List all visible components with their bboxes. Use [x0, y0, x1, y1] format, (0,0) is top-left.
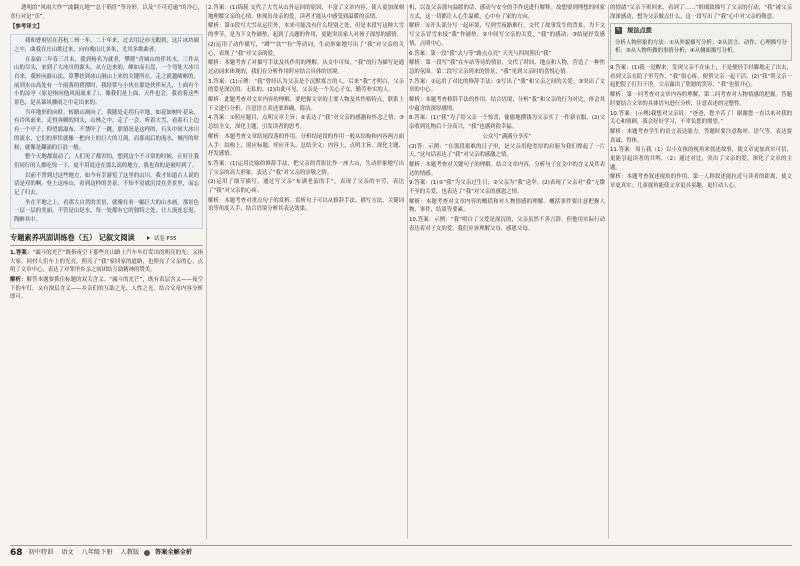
reference-translation [10, 34, 203, 229]
column-4-text [610, 64, 792, 191]
columns [10, 4, 792, 539]
column-divider [206, 4, 207, 539]
paragraph: (2)答：示例：“在那段艰难的日子里，是父亲用他宽厚的肩膀为我们撑起了一片天。”这句话表达了“我”对父亲的感激之情。 [409, 143, 605, 159]
section-heading [10, 233, 203, 246]
paragraph: 解析：①开头部分写一起环境，写到雪夜路难行，交代了故事发生的背景，为下文写父亲冒雪来接“我”作铺垫；②中间写父亲的关爱，“我”的感动；③结尾抒发感情，点明中心。 [409, 23, 605, 47]
paragraph: 的情绪“父亲下班回来，看到了……”则细致描写了父亲的行动，“我”被父亲深深感动，想为父亲做点什么，这一段写出了“我”心中对父亲的敬意。 [610, 5, 792, 20]
translation-paragraph: 以前不曾到过这些地方，如今有幸游览了这里的山川，我才知道古人说的话是对的啊。登上这座山，看到这样的美景，不知不觉就沉浸在美景里，而忘记了归去。 [14, 172, 199, 197]
column-2-text [208, 4, 404, 214]
paragraph: 2.答案：(1)锦簇 交代了大雪从山外运回的原因，丰富了文章内容，使人更加深刻地理解父亲的心情。体现出母亲的爱，读者才能从中感受到温暖的亲情。 [208, 5, 404, 20]
arrow-icon [147, 236, 150, 240]
paragraph: 解析：此题考查对文章内容的理解。要把握文章的主要人物及其性格特点，联系上下文进行分析，注意语言表述要准确、简洁。 [208, 97, 404, 112]
paragraph: 解析：本题考查对关键句子的理解。结合文章内容，分析句子在文中的含义及其表达的情感。 [409, 161, 605, 177]
footer-edition: 人教版 [120, 549, 140, 556]
paragraph: 6.答案：第一段“我”去与等“路点点亮” 天光与四周照出“我” [409, 50, 552, 57]
column-2 [208, 4, 404, 539]
paragraph: 10.答案：(示例)我想对父亲说：“爸爸，您辛苦了！谢谢您一直以来对我的关心和照顾，我会好好学习，不辜负您的期望。” [610, 110, 792, 126]
paragraph: 解析：本题考查叙述视角的作用。第一人称叙述能拉近与读者的距离，使文章更真实；儿童视角能使文章更具童趣，更打动人心。 [610, 174, 792, 190]
answer-label: 1.答案： [10, 249, 33, 256]
translation-paragraph: 当年地形的向时，转路山涧向了，我随处走拐石中地，如花如树叶花朵，有冷风前来，走得奔腾的回头，山林之中。走了一会，听着大雪，看着石上边有一个亭子，仰望那瀑布，不禁吓了一跳，那情况是这样的，石头中间大冰川的流水，它们的形状就像一把向上的巨大的刀剑，而那雨后的流水，倾泻的时候，就像是翻涌的巨浪一般。 [14, 109, 199, 151]
section-tag-text: 试卷 P35 [153, 235, 177, 242]
paragraph: 解析：第一问考查对文章内容的理解，第二问考查对人物情感的把握。答题时要结合文章的具体语句进行分析，注意表述的完整性。 [610, 92, 792, 107]
paragraph: (2)运用了细节描写，通过写父亲“布满老茧的手”，表现了父亲的辛劳，表达了“我”对父亲的心疼。 [208, 179, 404, 195]
column-1-top-text [10, 4, 203, 21]
paragraph: 3.答案：(1)示例：“我”曾经认为父亲是个沉默寡言的人，后来“我”才明白，父亲的爱是深沉的、无私的。(2)由此可见，父亲是一个关心子女、勤劳朴实的人。 [208, 78, 404, 94]
method-tip-text: 分析人物形象的方法：①从外貌描写分析；②从语言、动作、心理描写分析；③从人物所做的事情分析；④从侧面描写分析。 [615, 39, 787, 55]
paragraph: 解析：本题考查对文章内容的概括和对人物情感的理解。概括事件要注意把握人物、事件、结果等要素。 [409, 198, 605, 214]
section-title: 专题素养巩固训练卷（五） 记叙文阅读 [10, 232, 135, 242]
answer-item [10, 276, 203, 302]
paragraph: 解析：本题考查学生的语言表达能力。答题时要注意称呼、语气等，表达要真诚、得体。 [610, 128, 792, 144]
translation-paragraph: 在泰始二年春三月末，我到杨名为就者，攀爬“青城山的伴其水，三件从山的尽头，来到了大冰川的源头。从左边来的，峰如而石盘，一个弯处大冰川自来，我转向游山法，算攀扶到冰山涧山上来的关键所在，走之就越崎岖的，前到水山高处有一个雨落的碧潭时，我经常与小伙在那处伙伴玩儿，上面有个小的凉亭（原是指向他风雨流来了），像我们是上面，天作也会，我看着这些景色，是从暴风骤雨之中走出来的。 [14, 56, 199, 107]
paragraph: 9.答案：(1)①“我”为父亲过生日；②父亲为“我”送伞。(2)表现了父亲对“我”无微不至的关爱，也表达了“我”对父亲的感恩之情。 [409, 180, 605, 196]
answer-item [10, 249, 203, 275]
page-number: 68 [10, 548, 23, 558]
paragraph: 解析：第一段写“我”在车站等待的情景，交代了时间、地点和人物，营造了一种焦急的氛围。第二段写父亲到来的情景，“我”见到父亲时的喜悦心情。 [409, 60, 605, 75]
page-footer [10, 545, 792, 560]
paragraph: 4.答案：①照应题目，点明文章主旨；②表达了“我”对父亲的感激和怀念之情；③总结全文，深化主题，引发读者的思考。 [208, 115, 404, 131]
column-4 [610, 4, 792, 539]
paragraph: 5.答案：(1)运用比喻的修辞手法，把父亲的背影比作一座大山，生动形象地写出了父亲的高大形象，表达了“我”对父亲的崇敬之情。 [208, 160, 404, 176]
footer-section: 答案全解全析 [154, 549, 193, 556]
answer-text: 解答本题要抓住标题的双关含义。“漏斗的光芒”，既有表层含义——夜空下的车灯，又有深层含义——乡亲们的互助之光、人性之光。结合文章内容分析即可。 [10, 276, 203, 301]
translation-paragraph: 坐在平地之上，看那大自然的美景，就像在看一幅巨大的山水画，那景色一层一层的美丽。不管是山是水，每一处都有它的独特之处，让人流连忘返，陶醉其中。 [14, 199, 199, 224]
column-3 [409, 4, 605, 539]
column-3-text [409, 4, 605, 234]
paragraph: 机，以及父亲那句温暖的话，感动与安全的手作送进行解释。故想要到理想的回家方式，这一切都让人心生温暖，心中有了家的方向。 [409, 5, 605, 20]
paragraph: 解析：本题考查文章结尾段落的作用。分析结尾段的作用一般从结构和内容两方面入手：结构上，照应标题、呼应开头、总结全文；内容上，点明主旨、深化主题、抒发感情。 [208, 133, 404, 158]
answer-label: 解析： [10, 276, 27, 283]
column-divider [407, 4, 408, 539]
footer-grade: 八年级下册 [81, 549, 113, 556]
paragraph: 公众号“满满分享库” [482, 133, 532, 140]
section-tag [143, 234, 176, 244]
paragraph: 解析：本题考查对重点句子的赏析。赏析句子可以从修辞手法、描写方法、关键词语等角度入手，结合语境分析其表达效果。 [208, 197, 404, 213]
paragraph: 透明的“风雨大作”“波翻亢地”“总于筋肝”等诠形，以及“不可近逾”的冷心，喜行对是“乐”。 [10, 5, 203, 20]
method-tip-title: 规法点拨 [627, 27, 652, 35]
tip-icon: ✎ [616, 27, 621, 34]
method-tip-box [610, 23, 792, 61]
translation-paragraph: 整个天地都震动了，人们见了都害怕，想到这个不寻常的时候，正好让我们同行的人都吃惊一下，更不用说还在那么高的地方。我也真的是被吓到了。 [14, 154, 199, 169]
paragraph: 7.答案：①运用了对比的修辞手法；②写出了“我”和父亲之间的关爱；③突出了文章的中心。 [409, 78, 605, 94]
bullet-icon [144, 550, 150, 556]
footer-series: 初中特训 [28, 549, 54, 556]
paragraph: 10.答案：示例：“我”明白了父爱是深沉的，父亲虽然不善言辞，但他用实际行动表达着对子女的爱。我们应该理解父母、感恩父母。 [409, 217, 605, 232]
paragraph: 11.答案：周五我（1）以小女孩的视角来叙述故事，使文章更加真实可信，更能引起读者的共鸣。（2）通过对比，突出了父亲的爱，深化了文章的主题。 [610, 147, 792, 171]
column-1-answers [10, 249, 203, 302]
paragraph: 9.答案：(1)我一觉醒来，发现父亲不在床上，于是便轻手轻脚地走了出去，看到父亲在院子里劳作，“我”很心疼，便帮父亲一起干活。(2)“我”帮父亲一起把院子打扫干净，父亲露出了欣慰的笑容，“我”也很开心。 [610, 65, 792, 89]
paragraph: 解析：本题考查了对描写手法及其作用的理解。从文中可知，“我”的行为描写是通过动词来体现的，我们在分析作用时应结合具体的语境。 [208, 60, 404, 75]
paragraph: 解析：本题考查修辞手法的作用。结合语境，分析“我”和父亲的行为对比，体会其中蕴含的深厚感情。 [409, 97, 605, 112]
answer-text: “漏斗的光芒”既指夜空下那些在山路上汽车车灯发出的明亮的光；又指大家、同村人们车上的光亮，照亮了“我”家回家的道路，也照亮了父亲的心。点明了文章中心，表达了对邻里乡亲之间团结互助精神的赞美。 [10, 249, 203, 274]
paragraph: 解析：第①段写大雪从运往外，本来可能没有什么特别之处，但是本段写这种大雪的季节，是为下文作铺垫，起到了点题的作用，更能突出家人对孩子深厚的感情。 [208, 23, 404, 39]
method-tip-heading [615, 27, 787, 36]
reference-translation-label: 【参考译文】 [10, 24, 43, 31]
column-1 [10, 4, 203, 539]
column-4-top-text [610, 4, 792, 21]
translation-paragraph: 我和曹府居在苏杭二州一年，二十年来，过去用泛亦无暇到，这片冰坊阔之中，曲我在庄山歌过来，向有晚山几多朱，尤其多歌曲者。 [14, 38, 199, 53]
column-divider [608, 4, 609, 539]
paragraph: 8.答案：(1)“我”为了给父亲一个惊喜，偷偷地攒钱为父亲买了一件新衣服。(2)父亲收到礼物后十分高兴，“我”也感到很幸福。 [409, 115, 605, 131]
paragraph: (2)运用了动作描写，“蹲”“扶”“拉”等动词，生动形象地写出了“我”对父亲的关心，表现了“我”对父亲的爱。 [208, 41, 404, 57]
footer-subject: 语文 [61, 549, 74, 556]
